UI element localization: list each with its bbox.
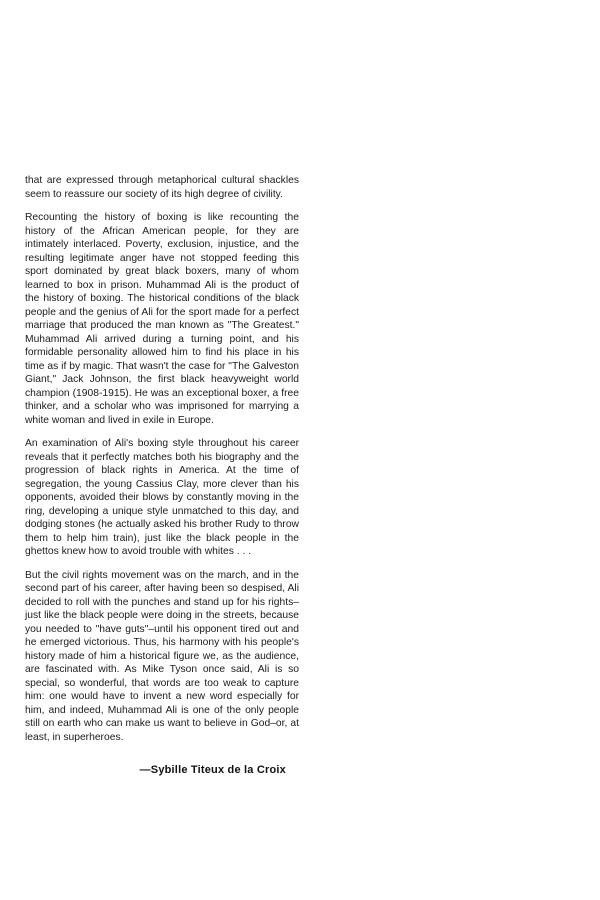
paragraph-boxing-style: An examination of Ali's boxing style throughout his career reveals that it perfectly matches both his biography and the progression of black rights in America. At the time of segregation, the young Cassius Clay, more clever than his opponents, avoided their blows by constantly moving in the ring, developing a unique style unmatched to this day, and dodging stones (he actually asked his brother Rudy to throw them to help him train), just like the black people in the ghettos knew how to avoid trouble with whites . . . — [25, 438, 299, 557]
paragraph-boxing-history: Recounting the history of boxing is like recounting the history of the African American people, for they are intimately interlaced. Poverty, exclusion, injustice, and the resulting legitimate anger have not stopped feeding this sport dominated by great black boxers, many of whom learned to box in prison. Muhammad Ali is the product of the history of boxing. The historical conditions of the black people and the genius of Ali for the sport made for a perfect marriage that produced the man known as "The Greatest." Muhammad Ali arrived during a turning point, and his formidable personality allowed him to find his place in his time as if by magic. That wasn't the case for "The Galveston Giant," Jack Johnson, the first black heavyweight world champion (1908-1915). He was an exceptional boxer, a free thinker, and a scholar who was imprisoned for marrying a white woman and lived in exile in Europe. — [25, 212, 299, 426]
text-column — [25, 174, 299, 778]
paragraph-continuation: that are expressed through metaphorical cultural shackles seem to reassure our society of its high degree of civility. — [25, 175, 299, 200]
author-attribution: —Sybille Titeux de la Croix — [139, 764, 286, 776]
paragraph-civil-rights: But the civil rights movement was on the march, and in the second part of his career, after having been so despised, Ali decided to roll with the punches and stand up for his rights–just like the black people were doing in the streets, because you needed to "have guts"–until his opponent tired out and he emerged victorious. Thus, his harmony with his people's history made of him a historical figure we, as the audience, are fascinated with. As Mike Tyson once said, Ali is so special, so wonderful, that words are too weak to capture him: one would have to invent a new word especially for him, and indeed, Muhammad Ali is one of the only people still on earth who can make us want to believe in God–or, at least, in superheroes. — [25, 569, 299, 743]
